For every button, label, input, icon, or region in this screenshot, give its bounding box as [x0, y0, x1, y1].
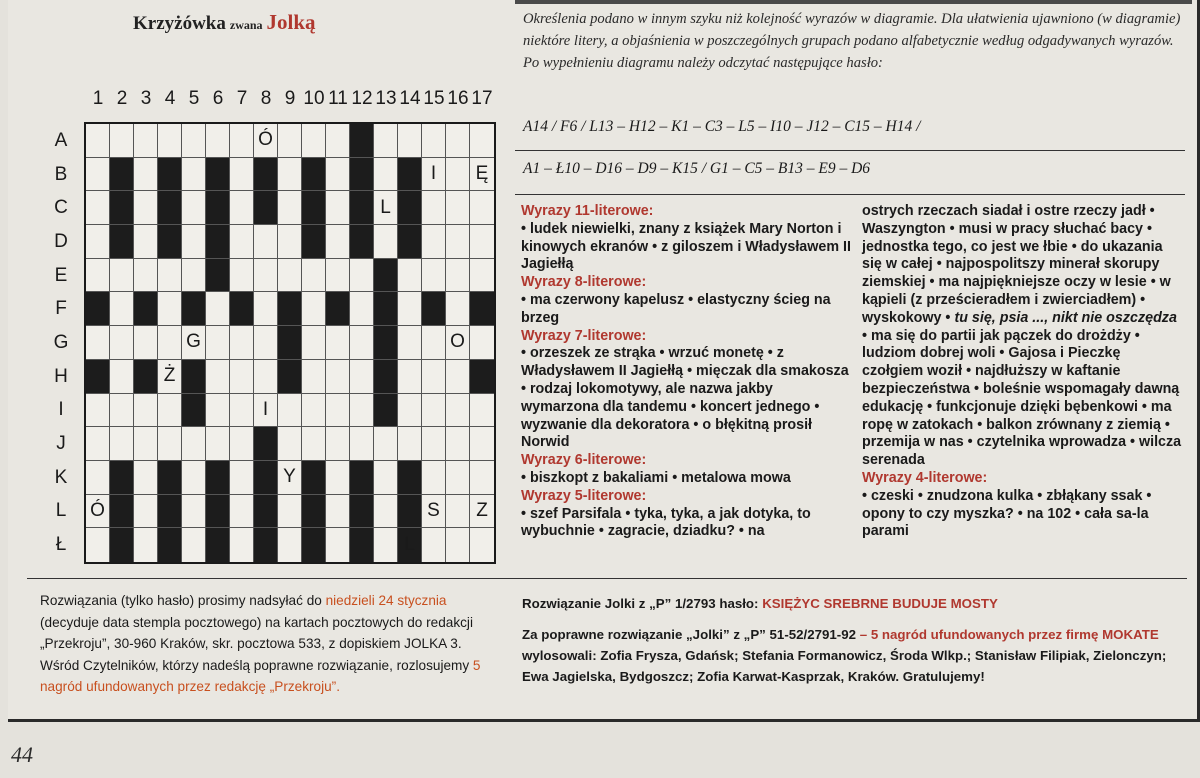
- grid-cell[interactable]: [326, 427, 350, 461]
- column-number: 2: [116, 88, 128, 109]
- grid-cell[interactable]: [86, 326, 110, 360]
- black-cell: [398, 191, 422, 225]
- grid-cell[interactable]: [134, 461, 158, 495]
- grid-cell[interactable]: [158, 427, 182, 461]
- grid-cell[interactable]: [422, 326, 446, 360]
- black-cell: [326, 292, 350, 326]
- row-letter: I: [58, 399, 64, 421]
- results-info: [522, 593, 1187, 687]
- grid-cell[interactable]: [326, 124, 350, 158]
- winners-label: Za poprawne rozwiązanie „Jolki” z „P” 51-52/2791-92: [522, 627, 857, 642]
- grid-cell[interactable]: [110, 360, 134, 394]
- grid-cell[interactable]: [422, 427, 446, 461]
- grid-cell[interactable]: [134, 158, 158, 192]
- grid-cell[interactable]: [134, 427, 158, 461]
- black-cell: [134, 360, 158, 394]
- column-number: 9: [284, 88, 296, 109]
- grid-cell[interactable]: [86, 427, 110, 461]
- grid-cell[interactable]: [230, 225, 254, 259]
- clues-heading-8: Wyrazy 8-literowe:: [521, 274, 647, 291]
- clues-heading-7: Wyrazy 7-literowe:: [521, 327, 647, 344]
- grid-cell[interactable]: [374, 427, 398, 461]
- black-cell: [350, 461, 374, 495]
- grid-cell[interactable]: [110, 394, 134, 428]
- grid-cell[interactable]: [398, 394, 422, 428]
- password-code-line-1: A14 / F6 / L13 – H12 – K1 – C3 – L5 – I10 – J12 – C15 – H14 /: [523, 118, 921, 135]
- grid-cell[interactable]: Ż: [158, 360, 182, 394]
- black-cell: [374, 292, 398, 326]
- instructions: [523, 8, 1183, 74]
- grid-cell[interactable]: [422, 225, 446, 259]
- grid-cell[interactable]: [158, 326, 182, 360]
- black-cell: [206, 225, 230, 259]
- black-cell: [110, 225, 134, 259]
- grid-cell[interactable]: [326, 495, 350, 529]
- clues-text-5-cont: [862, 203, 1184, 470]
- grid-cell[interactable]: [134, 326, 158, 360]
- black-cell: [278, 360, 302, 394]
- grid-cell[interactable]: [422, 259, 446, 293]
- black-cell: [182, 292, 206, 326]
- grid-cell[interactable]: [278, 158, 302, 192]
- row-letter: C: [54, 197, 68, 219]
- grid-cell[interactable]: [110, 259, 134, 293]
- winners-prize: – 5 nagród ufundowanych przez firmę MOKATE: [859, 627, 1159, 642]
- black-cell: [374, 394, 398, 428]
- grid-cell[interactable]: [326, 461, 350, 495]
- grid-cell[interactable]: Ó: [254, 124, 278, 158]
- title-accent: Jolką: [266, 10, 316, 34]
- clues-heading-11: Wyrazy 11-literowe:: [521, 203, 654, 219]
- grid-cell[interactable]: [182, 461, 206, 495]
- clues-text-8: • ma czerwony kapelusz • elastyczny ścieg na brzeg: [521, 291, 831, 326]
- black-cell: [158, 461, 182, 495]
- grid-cell[interactable]: L: [374, 191, 398, 225]
- grid-cell[interactable]: [278, 495, 302, 529]
- grid-cell[interactable]: [182, 191, 206, 225]
- black-cell: [254, 461, 278, 495]
- grid-cell[interactable]: [374, 495, 398, 529]
- grid-cell[interactable]: [446, 461, 470, 495]
- submission-prizes: 5 nagród ufundowanych przez redakcję „Przekroju”.: [40, 657, 481, 695]
- row-letter: G: [53, 332, 69, 353]
- row-letter: L: [55, 500, 67, 522]
- grid-cell[interactable]: [230, 326, 254, 360]
- grid-cell[interactable]: [182, 427, 206, 461]
- grid-cell[interactable]: [446, 528, 470, 562]
- grid-cell[interactable]: [182, 124, 206, 158]
- column-number: 5: [188, 88, 200, 109]
- grid-cell[interactable]: [326, 528, 350, 562]
- column-number: 16: [447, 88, 469, 109]
- grid-cell[interactable]: [302, 427, 326, 461]
- column-number: 7: [236, 88, 248, 109]
- grid-cell[interactable]: [86, 528, 110, 562]
- black-cell: [230, 292, 254, 326]
- clues-italic: tu się, psia ..., nikt nie oszczędza: [954, 309, 1177, 326]
- grid-cell[interactable]: [110, 326, 134, 360]
- black-cell: [158, 528, 182, 562]
- grid-cell[interactable]: [230, 124, 254, 158]
- black-cell: [350, 225, 374, 259]
- grid-cell[interactable]: [470, 394, 494, 428]
- grid-cell[interactable]: Ę: [470, 158, 494, 192]
- grid-cell[interactable]: [446, 259, 470, 293]
- black-cell: [278, 292, 302, 326]
- grid-cell[interactable]: [398, 427, 422, 461]
- grid-cell[interactable]: [86, 124, 110, 158]
- black-cell: [350, 124, 374, 158]
- bottom-divider: [27, 578, 1187, 579]
- grid-cell[interactable]: [422, 360, 446, 394]
- grid-cell[interactable]: [254, 292, 278, 326]
- grid-cell[interactable]: [182, 225, 206, 259]
- grid-cell[interactable]: Z: [470, 495, 494, 529]
- column-number: 8: [260, 88, 272, 109]
- grid-cell[interactable]: [374, 461, 398, 495]
- grid-cell[interactable]: [374, 225, 398, 259]
- winners-text: wylosowali: Zofia Frysza, Gdańsk; Stefania Formanowicz, Środa Wlkp.; Stanisław Filipiak, Zielonczyn; Ewa Jagielska, Bydgoszcz; Zofia Karwat-Kasprzak, Kraków. Gratulujemy!: [522, 648, 1167, 684]
- title-small: zwana: [229, 18, 263, 32]
- grid-cell[interactable]: [158, 394, 182, 428]
- grid-cell[interactable]: [278, 259, 302, 293]
- grid-cell[interactable]: [134, 191, 158, 225]
- grid-cell[interactable]: [206, 326, 230, 360]
- black-cell: [350, 528, 374, 562]
- column-number: 12: [351, 88, 373, 109]
- grid-cell[interactable]: [446, 225, 470, 259]
- submission-text-1: Rozwiązania (tylko hasło) prosimy nadsyłać do: [40, 593, 322, 608]
- column-number: 3: [140, 88, 152, 109]
- grid-cell[interactable]: [230, 394, 254, 428]
- column-number: 14: [399, 88, 421, 109]
- grid-cell[interactable]: [470, 326, 494, 360]
- black-cell: [302, 528, 326, 562]
- black-cell: [254, 528, 278, 562]
- password-code-line-2: A1 – Ł10 – D16 – D9 – K15 / G1 – C5 – B13 – E9 – D6: [523, 160, 871, 177]
- grid-cell[interactable]: [278, 427, 302, 461]
- grid-cell[interactable]: [326, 326, 350, 360]
- black-cell: [302, 191, 326, 225]
- grid-cell[interactable]: [422, 394, 446, 428]
- grid-cell[interactable]: [158, 292, 182, 326]
- grid-cell[interactable]: [278, 124, 302, 158]
- grid-cell[interactable]: [230, 360, 254, 394]
- black-cell: [398, 461, 422, 495]
- black-cell: [182, 360, 206, 394]
- clues-text-4: • czeski • znudzona kulka • zbłąkany ssak • opony to czy myszka? • na 102 • cała sa-la parami: [862, 487, 1152, 540]
- column-number: 4: [164, 88, 176, 109]
- grid-cell[interactable]: [302, 292, 326, 326]
- grid-cell[interactable]: I: [254, 394, 278, 428]
- grid-cell[interactable]: [422, 124, 446, 158]
- black-cell: [158, 495, 182, 529]
- black-cell: [374, 326, 398, 360]
- black-cell: [182, 394, 206, 428]
- grid-cell[interactable]: [206, 124, 230, 158]
- clues-text-5: • szef Parsifala • tyka, tyka, a jak dotyka, to wybuchnie • zagracie, dziadku? • na: [521, 505, 811, 540]
- row-letter: K: [54, 466, 68, 488]
- row-letter: A: [54, 129, 68, 151]
- grid-cell[interactable]: [182, 158, 206, 192]
- winners: [522, 624, 1187, 687]
- instructions-text: Określenia podano w innym szyku niż kolejność wyrazów w diagramie. Dla ułatwienia ujawniono (w diagramie) niektóre litery, a objaśnienia w poszczególnych grupach podano alfabetycznie według odgadywanych wyrazów.: [523, 11, 1181, 49]
- grid-cell[interactable]: [422, 461, 446, 495]
- black-cell: [134, 292, 158, 326]
- grid-cell[interactable]: [350, 394, 374, 428]
- grid-cell[interactable]: [302, 259, 326, 293]
- solution-value: KSIĘŻYC SREBRNE BUDUJE MOSTY: [762, 596, 998, 611]
- black-cell: [398, 158, 422, 192]
- grid-cell[interactable]: [278, 528, 302, 562]
- grid-cell[interactable]: [374, 528, 398, 562]
- clues-text-6: • biszkopt z bakaliami • metalowa mowa: [521, 469, 791, 486]
- grid-cell[interactable]: [350, 259, 374, 293]
- grid-cell[interactable]: O: [446, 326, 470, 360]
- black-cell: [302, 495, 326, 529]
- code-divider: [515, 150, 1185, 151]
- grid-cell[interactable]: [86, 461, 110, 495]
- row-letter: J: [56, 433, 66, 455]
- grid-cell[interactable]: [182, 259, 206, 293]
- black-cell: [110, 528, 134, 562]
- grid-cell[interactable]: [350, 427, 374, 461]
- grid-cell[interactable]: [278, 225, 302, 259]
- grid-cell[interactable]: [230, 158, 254, 192]
- row-letter: F: [55, 298, 67, 320]
- column-number: 10: [303, 88, 325, 109]
- grid-cell[interactable]: [230, 259, 254, 293]
- grid-cell[interactable]: [446, 158, 470, 192]
- black-cell: [398, 495, 422, 529]
- black-cell: [350, 495, 374, 529]
- clues-heading-5: Wyrazy 5-literowe:: [521, 487, 647, 504]
- grid-cell[interactable]: [302, 394, 326, 428]
- clues-text-7: • orzeszek ze strąka • wrzuć monetę • z Władysławem II Jagiełłą • mięczak dla smakosza • rodzaj lokomotywy, ale nazwa jakby wymarzona dla tandemu • koncert jednego • wyzwanie dla dekoratora • o błękitną prosił Norwid: [521, 345, 849, 451]
- row-letters: [50, 122, 72, 564]
- grid-cell[interactable]: [350, 292, 374, 326]
- grid-cell[interactable]: [326, 394, 350, 428]
- clues-text-5c: • ma się do partii jak pączek do drożdży • ludziom dobrej woli • Gajosa i Pieczkę czołgiem woził • najdłuższy w kaftanie bezpieczeństwa • boleśnie wspomagały dawną edukację • funkcjonuje dzięki bębenkowi • ma ropę w zatokach • balkon zrównany z ziemią • przemija w nas • czytelnika wprowadza • wilcza serenada: [862, 327, 1182, 469]
- black-cell: [206, 528, 230, 562]
- grid-cell[interactable]: [446, 360, 470, 394]
- column-number: 17: [471, 88, 493, 109]
- black-cell: [374, 360, 398, 394]
- black-cell: [158, 191, 182, 225]
- grid-cell[interactable]: [326, 158, 350, 192]
- black-cell: [302, 158, 326, 192]
- grid-cell[interactable]: [302, 360, 326, 394]
- black-cell: [206, 259, 230, 293]
- black-cell: [254, 495, 278, 529]
- clues-text-5b: ostrych rzeczach siadał i ostre rzeczy jadł • Waszyngton • musi w pracy słuchać bacy • jednostka tego, co jest we łbie • do ukazania się w całej • najpospolitszy minerał skorupy ziemskiej • ma najpiękniejsze oczy w lesie • w kąpieli (z prześcieradłem i zwierciadłem) • wyskokowy •: [862, 203, 1171, 326]
- black-cell: L: [398, 528, 422, 562]
- row-letter: B: [54, 163, 68, 185]
- column-number: 11: [328, 88, 348, 109]
- grid-cell[interactable]: I: [422, 158, 446, 192]
- black-cell: [158, 158, 182, 192]
- black-cell: [350, 158, 374, 192]
- grid-cell[interactable]: [134, 259, 158, 293]
- grid-cell[interactable]: [278, 394, 302, 428]
- grid-cell[interactable]: [470, 259, 494, 293]
- grid-cell[interactable]: [374, 124, 398, 158]
- black-cell: [254, 427, 278, 461]
- grid-cell[interactable]: [206, 394, 230, 428]
- black-cell: [422, 292, 446, 326]
- black-cell: [398, 225, 422, 259]
- black-cell: [350, 191, 374, 225]
- clues-divider: [515, 194, 1185, 195]
- clues-column-1: [521, 203, 851, 541]
- black-cell: [110, 495, 134, 529]
- grid-cell[interactable]: [446, 394, 470, 428]
- grid-cell[interactable]: [422, 528, 446, 562]
- row-letter: Ł: [55, 534, 67, 556]
- submission-info: [40, 590, 502, 698]
- grid-cell[interactable]: [182, 495, 206, 529]
- grid-cell[interactable]: S: [422, 495, 446, 529]
- grid-cell[interactable]: G: [182, 326, 206, 360]
- grid-cell[interactable]: [470, 427, 494, 461]
- black-cell: [206, 461, 230, 495]
- previous-solution: [522, 593, 1187, 614]
- grid-cell[interactable]: [206, 427, 230, 461]
- clues-text-11: • ludek niewielki, znany z książek Mary Norton i kinowych ekranów • z giloszem i Władysławem II Jagiełłą: [521, 220, 851, 273]
- grid-cell[interactable]: [398, 124, 422, 158]
- black-cell: [110, 158, 134, 192]
- grid-cell[interactable]: Ó: [86, 495, 110, 529]
- grid-cell[interactable]: [422, 191, 446, 225]
- grid-cell[interactable]: [158, 124, 182, 158]
- column-number: 1: [92, 88, 104, 109]
- grid-cell[interactable]: [470, 225, 494, 259]
- grid-cell[interactable]: [254, 360, 278, 394]
- grid-cell[interactable]: [206, 292, 230, 326]
- grid-cell[interactable]: [326, 225, 350, 259]
- black-cell: [374, 259, 398, 293]
- black-cell: [110, 461, 134, 495]
- column-numbers: [84, 88, 496, 110]
- submission-date: niedzieli 24 stycznia: [325, 593, 447, 608]
- black-cell: [158, 225, 182, 259]
- submission-text-2: (decyduje data stempla pocztowego) na kartach pocztowych do redakcji „Przekroju”, 30-960 Kraków, skr. pocztowa 533, z dopiskiem JOLKA 3. Wśród Czytelników, którzy nadeślą poprawne rozwiązanie, rozlosujemy: [40, 614, 473, 673]
- title-main: Krzyżówka: [133, 13, 226, 34]
- grid-cell[interactable]: [398, 259, 422, 293]
- black-cell: [302, 225, 326, 259]
- grid-cell[interactable]: [230, 461, 254, 495]
- grid-cell[interactable]: [230, 528, 254, 562]
- grid-cell[interactable]: [86, 259, 110, 293]
- grid-cell[interactable]: [86, 191, 110, 225]
- grid-cell[interactable]: [446, 191, 470, 225]
- grid-cell[interactable]: [110, 124, 134, 158]
- grid-cell[interactable]: [254, 259, 278, 293]
- black-cell: [86, 292, 110, 326]
- grid-cell[interactable]: [350, 326, 374, 360]
- grid-cell[interactable]: [158, 259, 182, 293]
- black-cell: [470, 292, 494, 326]
- column-number: 15: [423, 88, 445, 109]
- row-letter: H: [54, 365, 68, 387]
- top-rule: [515, 0, 1192, 4]
- column-number: 6: [212, 88, 224, 109]
- grid-cell[interactable]: [230, 495, 254, 529]
- grid-cell[interactable]: [110, 292, 134, 326]
- grid-cell[interactable]: [398, 360, 422, 394]
- grid-cell[interactable]: Y: [278, 461, 302, 495]
- grid-cell[interactable]: [326, 259, 350, 293]
- black-cell: [206, 495, 230, 529]
- grid-cell[interactable]: [302, 124, 326, 158]
- black-cell: [206, 191, 230, 225]
- grid-cell[interactable]: [134, 225, 158, 259]
- grid-cell[interactable]: [230, 191, 254, 225]
- grid-cell[interactable]: [86, 158, 110, 192]
- black-cell: [86, 360, 110, 394]
- row-letter: D: [54, 230, 68, 252]
- crossword-grid[interactable]: [84, 122, 496, 564]
- grid-cell[interactable]: [230, 427, 254, 461]
- grid-cell[interactable]: [326, 191, 350, 225]
- black-cell: [278, 326, 302, 360]
- clues-heading-4: Wyrazy 4-literowe:: [862, 469, 988, 486]
- grid-cell[interactable]: [350, 360, 374, 394]
- grid-cell[interactable]: [254, 326, 278, 360]
- grid-cell[interactable]: [134, 495, 158, 529]
- black-cell: [110, 191, 134, 225]
- grid-cell[interactable]: [134, 394, 158, 428]
- column-number: 13: [375, 88, 397, 109]
- black-cell: [470, 360, 494, 394]
- grid-cell[interactable]: [134, 124, 158, 158]
- grid-cell[interactable]: [86, 225, 110, 259]
- grid-cell[interactable]: [446, 292, 470, 326]
- page-title: [133, 10, 316, 35]
- page-number: 44: [11, 742, 33, 767]
- grid-cell[interactable]: [110, 427, 134, 461]
- grid-cell[interactable]: [86, 394, 110, 428]
- solution-label: Rozwiązanie Jolki z „P” 1/2793 hasło:: [522, 596, 759, 611]
- grid-cell[interactable]: [326, 360, 350, 394]
- black-cell: [302, 461, 326, 495]
- grid-cell[interactable]: [446, 495, 470, 529]
- black-cell: [254, 158, 278, 192]
- grid-cell[interactable]: [398, 326, 422, 360]
- clues-column-2: [862, 203, 1184, 541]
- grid-cell[interactable]: [446, 427, 470, 461]
- black-cell: [254, 191, 278, 225]
- grid-cell[interactable]: [278, 191, 302, 225]
- grid-cell[interactable]: [470, 461, 494, 495]
- grid-cell[interactable]: [470, 124, 494, 158]
- grid-cell[interactable]: [398, 292, 422, 326]
- instructions-prompt: Po wypełnieniu diagramu należy odczytać następujące hasło:: [523, 55, 883, 71]
- grid-cell[interactable]: [134, 528, 158, 562]
- grid-cell[interactable]: [254, 225, 278, 259]
- black-cell: [206, 158, 230, 192]
- row-letter: E: [54, 264, 68, 286]
- grid-cell[interactable]: [206, 360, 230, 394]
- grid-cell[interactable]: [446, 124, 470, 158]
- grid-cell[interactable]: [302, 326, 326, 360]
- grid-cell[interactable]: [182, 528, 206, 562]
- grid-cell[interactable]: [374, 158, 398, 192]
- grid-cell[interactable]: [470, 191, 494, 225]
- clues-heading-6: Wyrazy 6-literowe:: [521, 452, 647, 469]
- grid-cell[interactable]: [470, 528, 494, 562]
